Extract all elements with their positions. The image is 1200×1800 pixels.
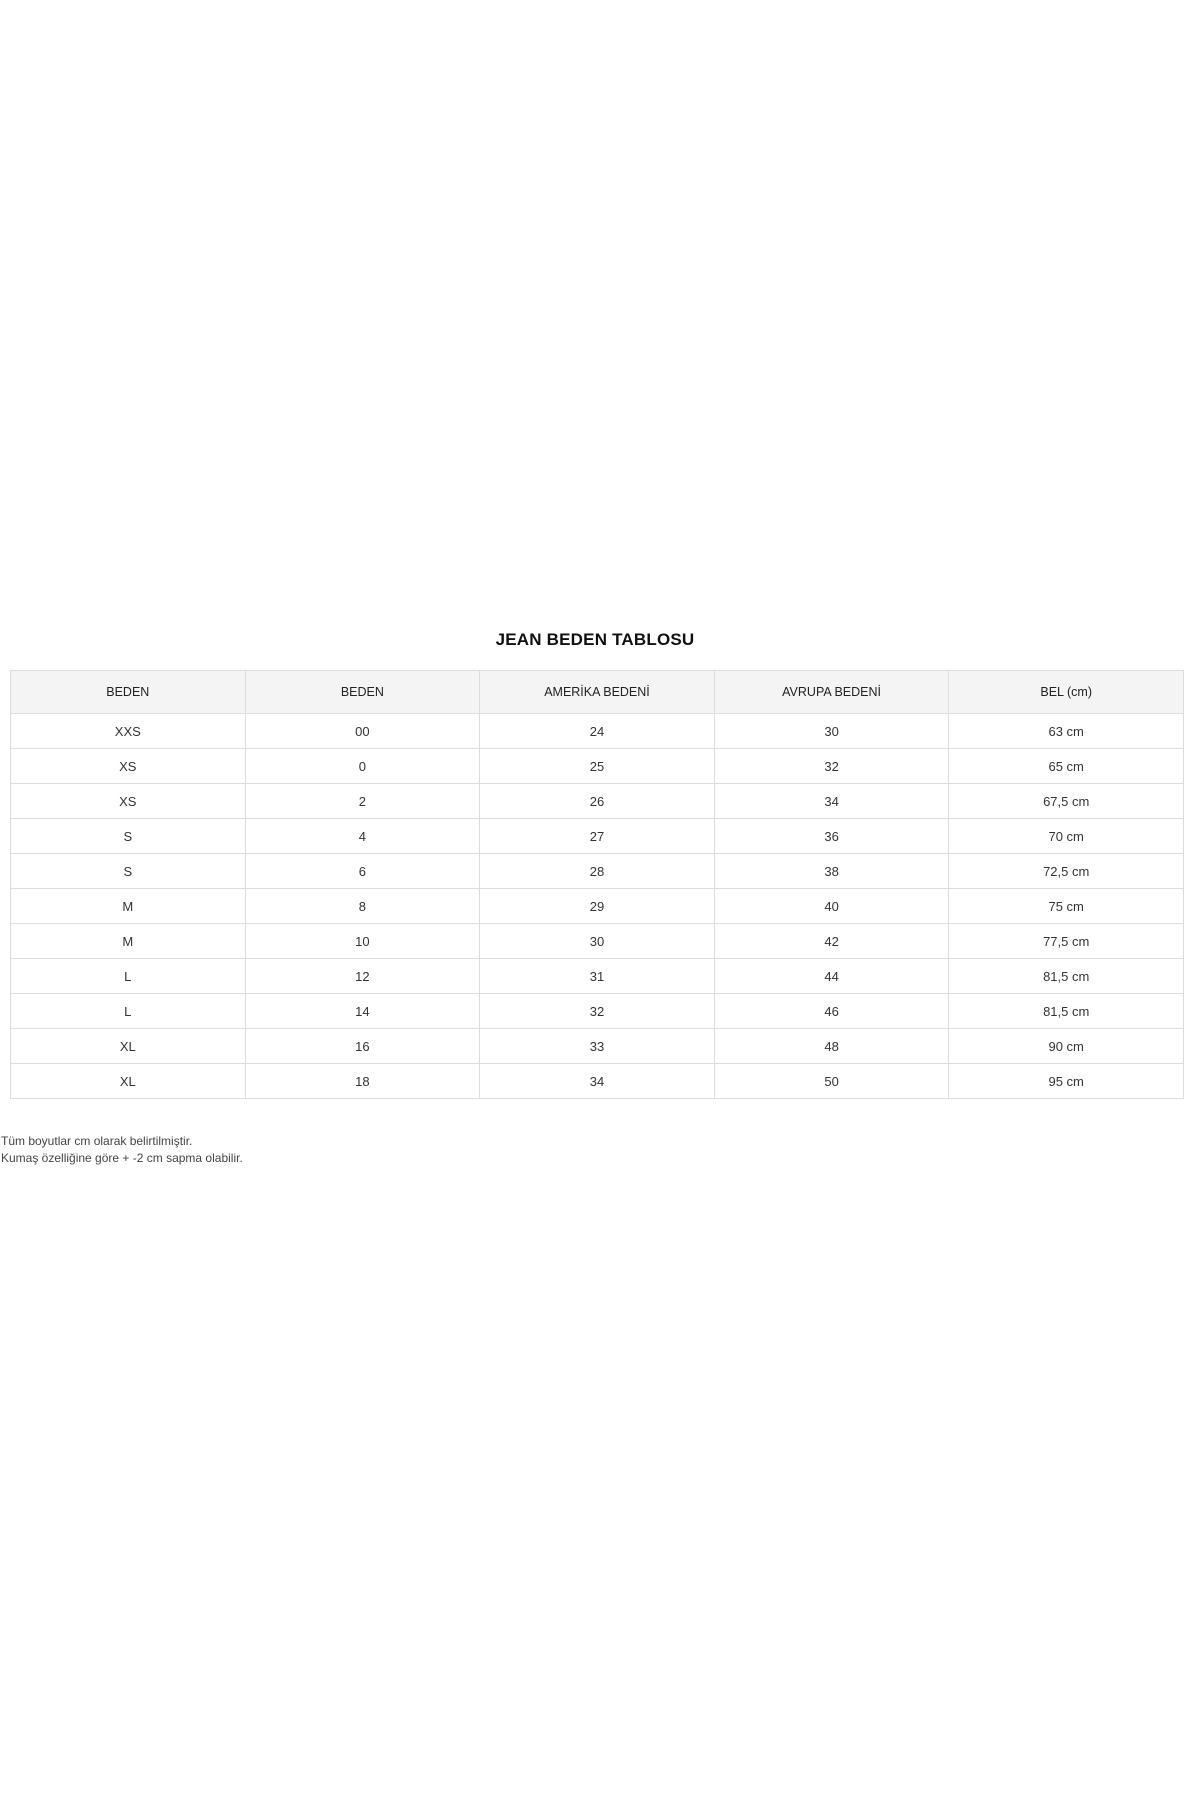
table-cell: 24	[480, 714, 715, 749]
table-row	[11, 1064, 1184, 1099]
table-cell: 81,5 cm	[949, 994, 1184, 1029]
table-row	[11, 819, 1184, 854]
table-cell: 12	[245, 959, 480, 994]
table-cell: 27	[480, 819, 715, 854]
note-text: Kumaş özelliğine göre + -2 cm sapma olabilir.	[1, 1151, 243, 1165]
table-cell: 50	[714, 1064, 949, 1099]
table-cell: S	[11, 819, 246, 854]
table-cell: 34	[480, 1064, 715, 1099]
table-cell: XXS	[11, 714, 246, 749]
table-cell: 8	[245, 889, 480, 924]
table-cell: 33	[480, 1029, 715, 1064]
table-cell: 36	[714, 819, 949, 854]
table-cell: 10	[245, 924, 480, 959]
table-cell: 28	[480, 854, 715, 889]
table-cell: 14	[245, 994, 480, 1029]
table-cell: 48	[714, 1029, 949, 1064]
table-cell: 40	[714, 889, 949, 924]
table-cell: S	[11, 854, 246, 889]
column-header: AMERİKA BEDENİ	[480, 671, 715, 714]
table-row	[11, 854, 1184, 889]
table-cell: XL	[11, 1029, 246, 1064]
table-cell: 65 cm	[949, 749, 1184, 784]
table-cell: 16	[245, 1029, 480, 1064]
table-cell: XS	[11, 784, 246, 819]
table-cell: XS	[11, 749, 246, 784]
size-notes	[1, 1133, 243, 1167]
table-cell: 6	[245, 854, 480, 889]
table-cell: 77,5 cm	[949, 924, 1184, 959]
table-header-row	[11, 671, 1184, 714]
note-text: Tüm boyutlar cm olarak belirtilmiştir.	[1, 1134, 193, 1148]
table-cell: 75 cm	[949, 889, 1184, 924]
table-cell: 72,5 cm	[949, 854, 1184, 889]
table-cell: 63 cm	[949, 714, 1184, 749]
table-cell: 32	[480, 994, 715, 1029]
table-row	[11, 714, 1184, 749]
table-row	[11, 959, 1184, 994]
table-cell: 00	[245, 714, 480, 749]
table-row	[11, 924, 1184, 959]
page-title: JEAN BEDEN TABLOSU	[495, 630, 695, 649]
table-cell: 67,5 cm	[949, 784, 1184, 819]
table-cell: 29	[480, 889, 715, 924]
table-cell: 38	[714, 854, 949, 889]
table-cell: 4	[245, 819, 480, 854]
table-cell: 31	[480, 959, 715, 994]
table-row	[11, 784, 1184, 819]
table-cell: 0	[245, 749, 480, 784]
table-cell: L	[11, 994, 246, 1029]
table-cell: M	[11, 924, 246, 959]
table-row	[11, 749, 1184, 784]
table-cell: L	[11, 959, 246, 994]
table-cell: M	[11, 889, 246, 924]
table-cell: 81,5 cm	[949, 959, 1184, 994]
column-header: AVRUPA BEDENİ	[714, 671, 949, 714]
table-row	[11, 1029, 1184, 1064]
table-cell: 18	[245, 1064, 480, 1099]
table-cell: 32	[714, 749, 949, 784]
table-cell: 90 cm	[949, 1029, 1184, 1064]
table-cell: 26	[480, 784, 715, 819]
table-cell: 44	[714, 959, 949, 994]
column-header: BEL (cm)	[949, 671, 1184, 714]
column-header: BEDEN	[11, 671, 246, 714]
table-row	[11, 994, 1184, 1029]
table-row	[11, 889, 1184, 924]
table-cell: 30	[714, 714, 949, 749]
table-cell: 46	[714, 994, 949, 1029]
table-cell: 2	[245, 784, 480, 819]
table-cell: 95 cm	[949, 1064, 1184, 1099]
table-cell: 70 cm	[949, 819, 1184, 854]
size-chart-table	[10, 670, 1184, 1099]
table-cell: 30	[480, 924, 715, 959]
column-header: BEDEN	[245, 671, 480, 714]
table-cell: 34	[714, 784, 949, 819]
table-cell: 42	[714, 924, 949, 959]
table-cell: XL	[11, 1064, 246, 1099]
table-cell: 25	[480, 749, 715, 784]
